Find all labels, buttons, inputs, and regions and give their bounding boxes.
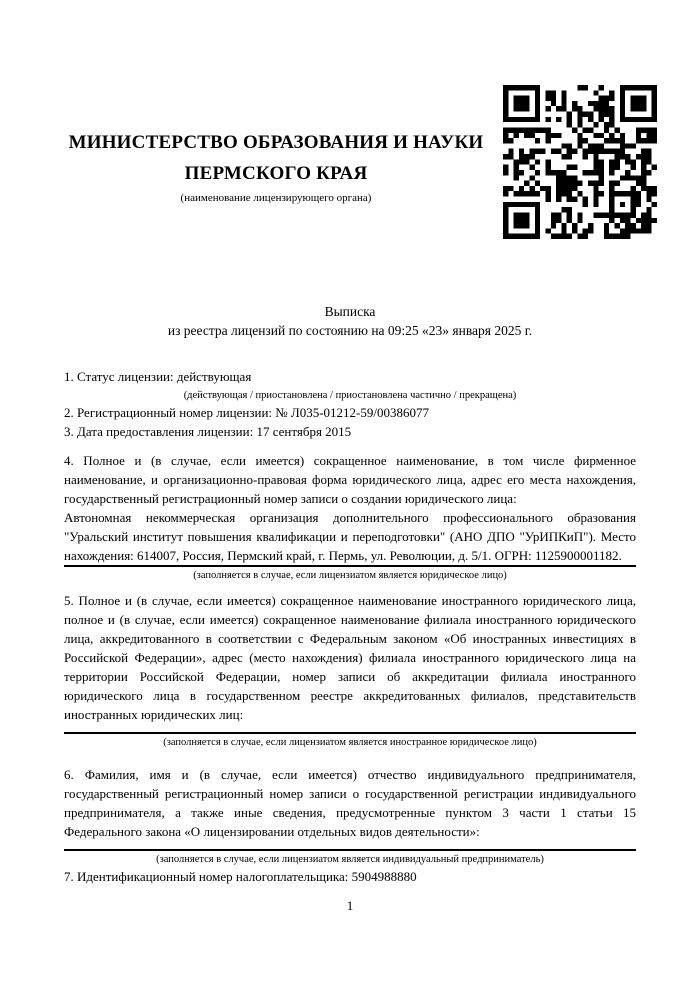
ministry-title-line2: ПЕРМСКОГО КРАЯ (184, 163, 368, 184)
foreign-entity-field-caption: (заполняется в случае, если лицензиатом является иностранное юридическое лицо) (64, 732, 636, 750)
document-title-line1: Выписка (324, 304, 376, 319)
document-body (64, 367, 636, 915)
foreign-entity-text: 5. Полное и (в случае, если имеется) сокращенное наименование иностранного юридического лица, полное и (в случае, если имеется) сокращенное наименование филиала иностранного юридического лица, аккредитованного в соответствии с Федеральным законом «Об иностранных инвестициях в Российской Федерации», адрес (место нахождения) филиала иностранного юридического лица на территории Российской Федерации, номер записи об аккредитации филиала иностранного юридического лица в государственном реестре аккредитованных филиалов, представительств иностранных юридических лиц: (64, 593, 636, 722)
legal-entity-value: Автономная некоммерческая организация дополнительного профессионального образования "Уральский институт повышения квалификации и переподготовки" (АНО ДПО "УрИПКиП"). Место нахождения: 614007, Россия, Пермский край, г. Пермь, ул. Революции, д. 5/1. ОГРН: 1125900001182. (64, 510, 636, 563)
foreign-entity-section (64, 591, 636, 750)
grant-date-line: 3. Дата предоставления лицензии: 17 сентября 2015 (64, 424, 352, 439)
entrepreneur-text: 6. Фамилия, имя и (в случае, если имеется) отчество индивидуального предпринимателя, государственный регистрационный номер записи о государственной регистрации индивидуального предпринимателя, а также иные сведения, предусмотренные пунктом 3 части 1 статьи 15 Федерального закона «О лицензировании отдельных видов деятельности»: (64, 767, 636, 839)
empty-field (64, 841, 636, 849)
ministry-title-line1: МИНИСТЕРСТВО ОБРАЗОВАНИЯ И НАУКИ (68, 132, 484, 153)
status-options-hint: (действующая / приостановлена / приостановлена частично / прекращена) (183, 390, 517, 401)
legal-entity-field-caption: (заполняется в случае, если лицензиатом является юридическое лицо) (64, 565, 636, 583)
legal-entity-section (64, 451, 636, 583)
legal-entity-intro: 4. Полное и (в случае, если имеется) сокращенное наименование, в том числе фирменное наименование, и организационно-правовая форма юридического лица, адрес его места нахождения, государственный регистрационный номер записи о создании юридического лица: (64, 453, 636, 506)
document-title-line2: из реестра лицензий по состоянию на 09:25 «23» января 2025 г. (167, 323, 533, 338)
page-number: 1 (346, 898, 354, 913)
entrepreneur-section (64, 765, 636, 867)
inn-line: 7. Идентификационный номер налогоплательщика: 5904988880 (64, 869, 417, 884)
registration-number-line: 2. Регистрационный номер лицензии: № Л035-01212-59/00386077 (64, 405, 430, 420)
qr-code (503, 85, 657, 239)
ministry-title (64, 127, 488, 189)
license-status-line: 1. Статус лицензии: действующая (64, 369, 252, 384)
empty-field (64, 724, 636, 732)
entrepreneur-field-caption: (заполняется в случае, если лицензиатом является индивидуальный предприниматель) (64, 849, 636, 867)
authority-caption: (наименование лицензирующего органа) (180, 192, 372, 204)
issuing-authority-block (64, 127, 488, 205)
document-title (64, 302, 636, 340)
